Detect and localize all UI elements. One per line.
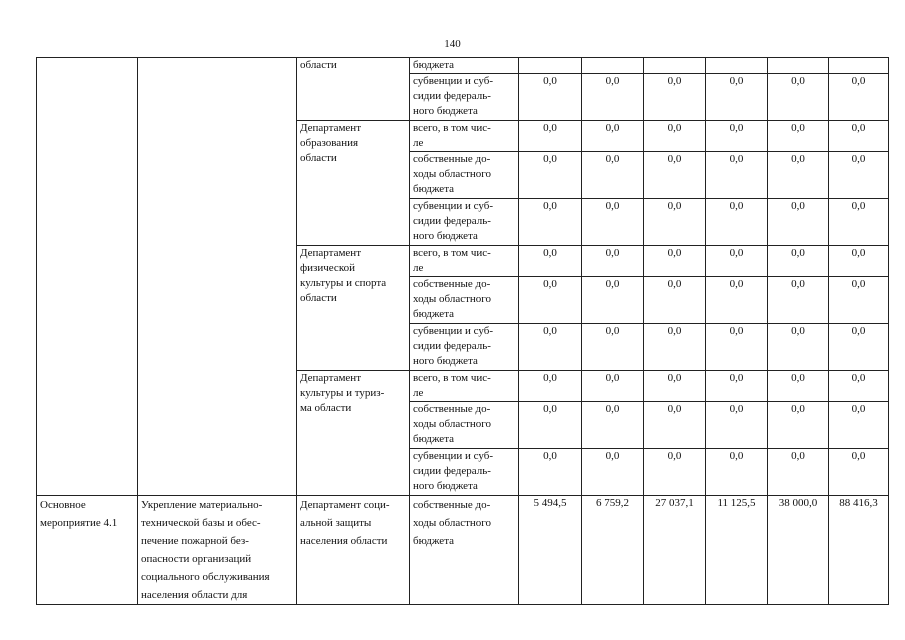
value-cell: 0,0 — [519, 324, 582, 371]
budget-table — [36, 57, 889, 605]
value-cell: 0,0 — [706, 152, 768, 199]
value-cell: 0,0 — [644, 324, 706, 371]
value-cell: 0,0 — [644, 277, 706, 324]
table-row — [37, 58, 889, 74]
value-cell: 0,0 — [829, 324, 889, 371]
value-cell: 0,0 — [706, 449, 768, 496]
value-cell: 0,0 — [829, 402, 889, 449]
value-cell: 0,0 — [829, 74, 889, 121]
page-number: 140 — [444, 38, 461, 50]
source-cell: всего, в том чис- ле — [410, 121, 519, 152]
value-cell: 0,0 — [582, 371, 644, 402]
value-cell: 0,0 — [706, 74, 768, 121]
value-cell: 0,0 — [706, 199, 768, 246]
source-cell: всего, в том чис- ле — [410, 246, 519, 277]
value-cell: 0,0 — [582, 324, 644, 371]
value-cell: 11 125,5 — [706, 496, 768, 605]
dept-cell: Департамент образования области — [297, 121, 410, 246]
value-cell: 0,0 — [519, 277, 582, 324]
value-cell — [768, 58, 829, 74]
value-cell: 0,0 — [519, 152, 582, 199]
value-cell — [829, 58, 889, 74]
dept-text: области — [300, 59, 337, 71]
measure-name-cell-continued — [138, 58, 297, 496]
value-cell: 0,0 — [644, 402, 706, 449]
source-cell: субвенции и суб- сидии федераль- ного бюджета — [410, 324, 519, 371]
value-cell — [644, 58, 706, 74]
source-cell: субвенции и суб- сидии федераль- ного бюджета — [410, 74, 519, 121]
value-cell: 0,0 — [829, 121, 889, 152]
value-cell: 6 759,2 — [582, 496, 644, 605]
source-cell: собственные до- ходы областного бюджета — [410, 402, 519, 449]
source-cell: субвенции и суб- сидии федераль- ного бюджета — [410, 199, 519, 246]
value-cell: 0,0 — [644, 152, 706, 199]
table-row-main-measure — [37, 496, 889, 605]
value-cell: 27 037,1 — [644, 496, 706, 605]
value-cell: 0,0 — [706, 324, 768, 371]
value-cell: 0,0 — [519, 402, 582, 449]
value-cell: 0,0 — [582, 402, 644, 449]
value-cell: 0,0 — [582, 246, 644, 277]
dept-cell: Департамент культуры и туриз- ма области — [297, 371, 410, 496]
value-cell — [519, 58, 582, 74]
value-cell: 0,0 — [706, 246, 768, 277]
value-cell: 0,0 — [644, 371, 706, 402]
value-cell: 0,0 — [829, 371, 889, 402]
dept-cell: Департамент соци- альной защиты населения области — [297, 496, 410, 605]
value-cell: 0,0 — [519, 371, 582, 402]
value-cell: 0,0 — [519, 199, 582, 246]
value-cell: 0,0 — [829, 277, 889, 324]
source-cell: собственные до- ходы областного бюджета — [410, 496, 519, 605]
source-cell: собственные до- ходы областного бюджета — [410, 277, 519, 324]
dept-cell: Департамент физической культуры и спорта области — [297, 246, 410, 371]
value-cell: 0,0 — [706, 121, 768, 152]
value-cell: 0,0 — [582, 449, 644, 496]
value-cell: 0,0 — [644, 199, 706, 246]
value-cell: 0,0 — [829, 152, 889, 199]
value-cell: 38 000,0 — [768, 496, 829, 605]
value-cell: 0,0 — [706, 277, 768, 324]
dept-cell — [297, 58, 410, 121]
value-cell: 0,0 — [768, 74, 829, 121]
value-cell: 0,0 — [582, 74, 644, 121]
source-cell: собственные до- ходы областного бюджета — [410, 152, 519, 199]
value-cell: 0,0 — [768, 199, 829, 246]
source-cell: субвенции и суб- сидии федераль- ного бюджета — [410, 449, 519, 496]
value-cell: 0,0 — [706, 371, 768, 402]
value-cell — [582, 58, 644, 74]
source-cell: бюджета — [410, 58, 519, 74]
value-cell: 0,0 — [644, 121, 706, 152]
value-cell: 0,0 — [768, 277, 829, 324]
value-cell: 0,0 — [768, 121, 829, 152]
value-cell: 0,0 — [768, 152, 829, 199]
value-cell: 0,0 — [768, 246, 829, 277]
value-cell: 0,0 — [768, 371, 829, 402]
value-cell: 0,0 — [829, 449, 889, 496]
status-cell: Основное мероприятие 4.1 — [37, 496, 138, 605]
status-cell-continued — [37, 58, 138, 496]
table-body — [37, 58, 889, 605]
value-cell: 0,0 — [768, 324, 829, 371]
value-cell: 0,0 — [829, 199, 889, 246]
value-cell: 0,0 — [519, 246, 582, 277]
value-cell: 0,0 — [519, 449, 582, 496]
measure-name-cell: Укрепление материально- технической базы и обес- печение пожарной без- опасности организаций социального обслуживания населения области для — [138, 496, 297, 605]
value-cell: 0,0 — [519, 121, 582, 152]
value-cell: 0,0 — [644, 449, 706, 496]
value-cell: 0,0 — [582, 152, 644, 199]
value-cell: 0,0 — [519, 74, 582, 121]
value-cell: 5 494,5 — [519, 496, 582, 605]
value-cell: 0,0 — [644, 246, 706, 277]
value-cell: 0,0 — [582, 277, 644, 324]
source-cell: всего, в том чис- ле — [410, 371, 519, 402]
value-cell: 0,0 — [582, 199, 644, 246]
value-cell: 0,0 — [706, 402, 768, 449]
value-cell: 0,0 — [768, 449, 829, 496]
value-cell: 0,0 — [829, 246, 889, 277]
value-cell: 0,0 — [768, 402, 829, 449]
value-cell: 0,0 — [582, 121, 644, 152]
value-cell: 88 416,3 — [829, 496, 889, 605]
value-cell — [706, 58, 768, 74]
value-cell: 0,0 — [644, 74, 706, 121]
